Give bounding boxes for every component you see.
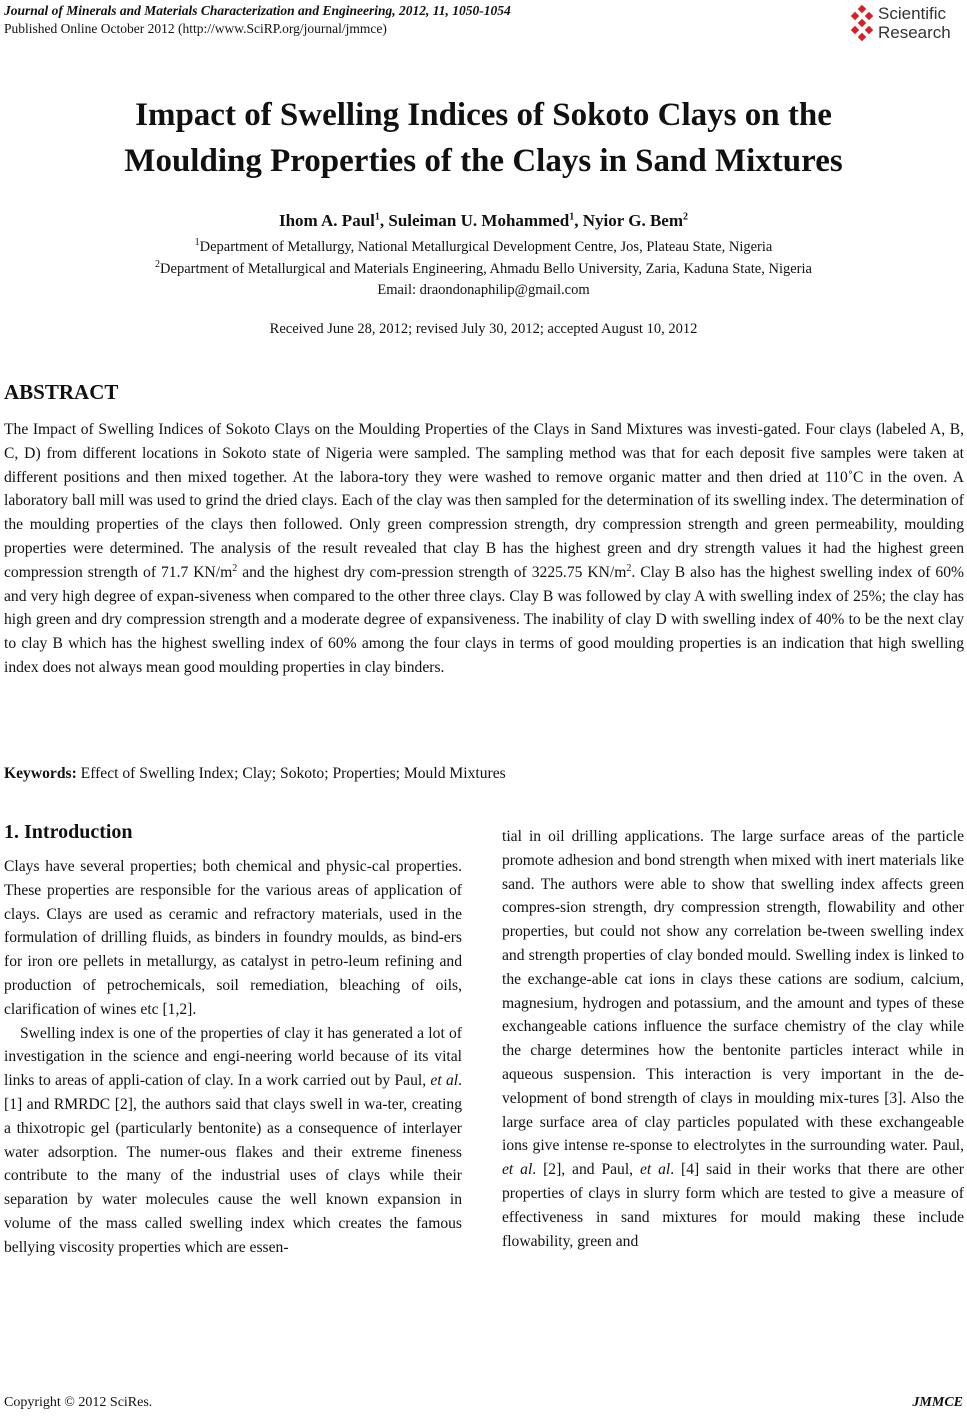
- right-column: [502, 825, 964, 1253]
- keywords-text: Effect of Swelling Index; Clay; Sokoto; Properties; Mould Mixtures: [76, 765, 506, 782]
- logo-text-line2: Research: [878, 23, 951, 42]
- paper-title: [0, 92, 967, 184]
- journal-citation: , 2012, 11, 1050-1054: [392, 3, 511, 18]
- received-dates: Received June 28, 2012; revised July 30, 2012; accepted August 10, 2012: [269, 321, 698, 337]
- title-line-2: Moulding Properties of the Clays in Sand Mixtures: [124, 143, 843, 179]
- section-heading-introduction: 1. Introduction: [4, 821, 133, 843]
- intro-paragraph-continued: tial in oil drilling applications. The large surface areas of the particle promote adhesion and bond strength when mixed with inert materials like sand. The authors were able to show that swelling index affects green compres-sion strength, dry compression strength, flowability and other properties, but could not show any correlation be-tween swelling index and strength properties of clay bonded mould. Swelling index is linked to the exchange-able cat ions in clays these cations are sodium, calcium, magnesium, hydrogen and potassium, and the amount and types of these exchangeable cations influence the surface chemistry of the clay while the charge determines how the bentonite particles interact while in aqueous suspension. This interaction is very important in the de-velopment of bond strength of clays in moulding mix-tures [3]. Also the large surface area of clay particles populated with these exchangeable ions give intense re-sponse to electrolytes in the surrounding water. Paul, et al. [2], and Paul, et al. [4] said in their works that there are other properties of clays in slurry form which are tested to give a measure of effectiveness in sand mixtures for mould making these include flowability, green and: [502, 828, 964, 1250]
- footer-copyright: Copyright © 2012 SciRes.: [4, 1395, 153, 1410]
- journal-name: Journal of Minerals and Materials Characterization and Engineering: [4, 3, 393, 18]
- published-online-line: Published Online October 2012 (http://www.SciRP.org/journal/jmmce): [4, 21, 387, 36]
- author-email: Email: draondonaphilip@gmail.com: [377, 282, 590, 298]
- left-column: [4, 855, 462, 1260]
- abstract-heading: ABSTRACT: [4, 380, 119, 404]
- author-1: Ihom A. Paul: [278, 211, 375, 230]
- keywords: [4, 765, 506, 783]
- affiliation-2: $^2$Department of Metallurgical and Materials Engineering, Ahmadu Bello University, Zaria, Kaduna State, Nigeria: [155, 259, 812, 277]
- author-list: Ihom A. Paul$^1$, Suleiman U. Mohammed$^1$, Nyior G. Bem$^2$: [278, 211, 689, 230]
- intro-paragraph-1: Clays have several properties; both chemical and physic-cal properties. These properties are responsible for the various areas of application of clays. Clays are used as ceramic and refractory materials, used in the formulation of drilling fluids, as binders in foundry moulds, as bind-ers for iron ore pellets in metallurgy, as catalyst in petro-leum refining and production of petrochemicals, soil remediation, bleaching of oils, clarification of wines etc [1,2].: [4, 858, 462, 1018]
- author-3: , Nyior G. Bem: [574, 211, 684, 230]
- logo-mark-icon: [848, 5, 876, 43]
- abstract-body: The Impact of Swelling Indices of Sokoto Clays on the Moulding Properties of the Clays in Sand Mixtures was investi-gated. Four clays (labeled A, B, C, D) from different locations in Sokoto state of Nigeria were sampled. The sampling method was that for each deposit five samples were taken at different positions and then mixed together. At the labora-tory they were washed to remove organic matter and then dried at 110˚C in the oven. A laboratory ball mill was used to grind the dried clays. Each of the clay was then sampled for the determination of its swelling index. The determination of the moulding properties of the clays then followed. Only green compression strength, dry compression strength and green permeability, moulding properties were determined. The analysis of the result revealed that clay B has the highest green and dry strength values it had the highest green compression strength of 71.7 $KN/m^2$ and the highest dry com-pression strength of 3225.75 $KN/m^2$. Clay B also has the highest swelling index of 60% and very high degree of expan-siveness when compared to the other three clays. Clay B was followed by clay A with swelling index of 25%; the clay has high green and dry compression strength and a moderate degree of expansiveness. The inability of clay D with swelling index of 40% to be the next clay to clay B which has the highest swelling index of 60% among the four clays in terms of good moulding properties is an indication that high swelling index does not always mean good moulding properties in clay binders.: [4, 421, 965, 676]
- footer-journal-abbr: JMMCE: [912, 1395, 963, 1410]
- logo-text-line1: Scientific: [878, 4, 947, 23]
- title-line-1: Impact of Swelling Indices of Sokoto Clays on the: [135, 97, 832, 133]
- journal-header: [4, 3, 511, 19]
- keywords-label: Keywords:: [4, 765, 77, 782]
- scientific-research-logo: [848, 4, 964, 44]
- author-2: , Suleiman U. Mohammed: [379, 211, 570, 230]
- affiliation-1: $^1$Department of Metallurgy, National Metallurgical Development Centre, Jos, Plateau State, Nigeria: [194, 237, 773, 255]
- intro-paragraph-2: Swelling index is one of the properties of clay it has generated a lot of investigation in the science and engi-neering world because of its vital links to areas of appli-cation of clay. In a work carried out by Paul, et al. [1] and RMRDC [2], the authors said that clays swell in wa-ter, creating a thixotropic gel (particularly bentonite) as a consequence of interlayer water adsorption. The numer-ous flakes and their extreme fineness contribute to the many of the industrial uses of clays while their separation by water molecules cause the well known expansion in volume of the mass called swelling index which creates the famous bellying viscosity properties which are essen-: [4, 1024, 462, 1256]
